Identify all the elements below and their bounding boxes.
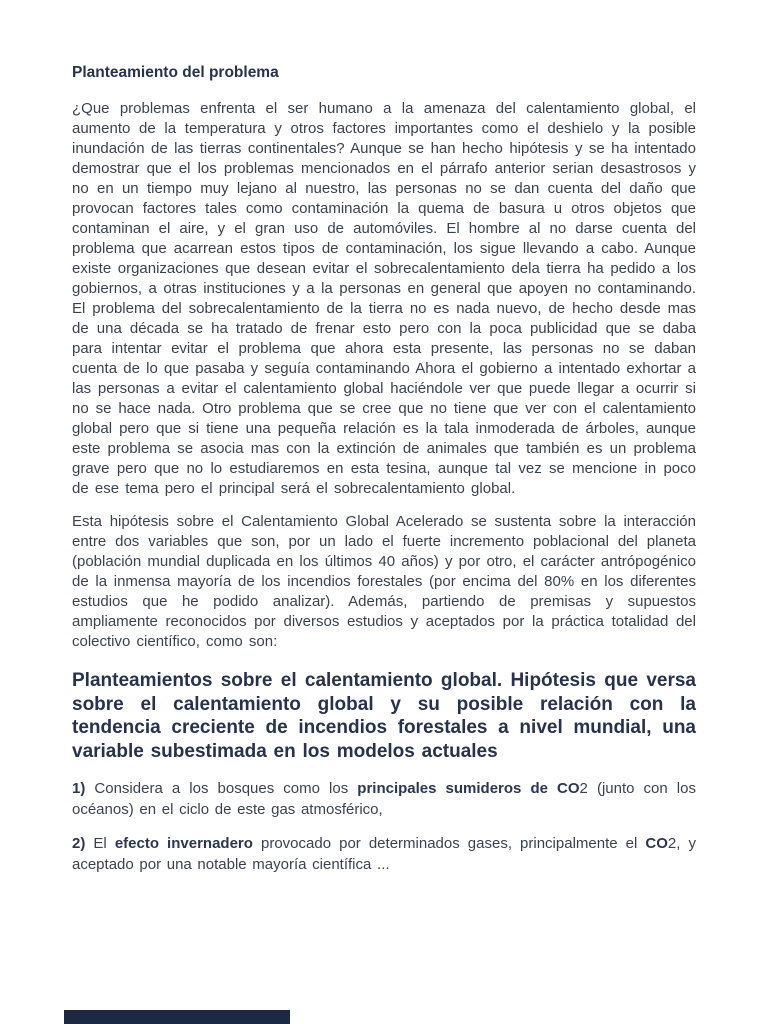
numbered-item-2: 2) El efecto invernadero provocado por determinados gases, principalmente el CO2, y aceptado por una notable mayoría científica ... bbox=[72, 835, 696, 873]
section-heading-planteamientos-calentamiento: Planteamientos sobre el calentamiento global. Hipótesis que versa sobre el calentamiento global y su posible relación con la tendencia creciente de incendios forestales a nivel mundial, una variable subestimada en los modelos actuales bbox=[72, 670, 696, 762]
clipped-next-element-bar bbox=[64, 1010, 290, 1024]
paragraph-problema: ¿Que problemas enfrenta el ser humano a la amenaza del calentamiento global, el aumento de la temperatura y otros factores importantes como el deshielo y la posible inundación de las tierras continentales? Aunque se han hecho hipótesis y se ha intentado demostrar que el los problemas mencionados en el párrafo anterior serian desastrosos y no en un tiempo muy lejano al nuestro, las personas no se dan cuenta del daño que provocan factores tales como contaminación la quema de basura u otros objetos que contaminan el aire, y el gran uso de automóviles. El hombre al no darse cuenta del problema que acarrean estos tipos de contaminación, los sigue llevando a cabo. Aunque existe organizaciones que desean evitar el sobrecalentamiento dela tierra ha pedido a los gobiernos, a otras instituciones y a la personas en general que apoyen no contaminando. El problema del sobrecalentamiento de la tierra no es nada nuevo, de hecho desde mas de una década se ha tratado de frenar esto pero con la poca publicidad que se daba para intentar evitar el problema que ahora esta presente, las personas no se daban cuenta de lo que pasaba y seguía contaminando Ahora el gobierno a intentado exhortar a las personas a evitar el calentamiento global haciéndole ver que puede llegar a ocurrir si no se hace nada. Otro problema que se cree que no tiene que ver con el calentamiento global pero que si tiene una pequeña relación es la tala inmoderada de árboles, aunque este problema se asocia mas con la extinción de animales que también es un problema grave pero que no lo estudiaremos en esta tesina, aunque tal vez se mencione in poco de ese tema pero el principal será el sobrecalentamiento global. bbox=[72, 100, 696, 497]
section-heading-planteamiento: Planteamiento del problema bbox=[72, 64, 279, 81]
numbered-item-1: 1) Considera a los bosques como los principales sumideros de CO2 (junto con los océanos) en el ciclo de este gas atmosférico, bbox=[72, 780, 696, 818]
document-content bbox=[72, 64, 696, 888]
paragraph-hipotesis: Esta hipótesis sobre el Calentamiento Global Acelerado se sustenta sobre la interacción entre dos variables que son, por un lado el fuerte incremento poblacional del planeta (población mundial duplicada en los últimos 40 años) y por otro, el carácter antrópogénico de la inmensa mayoría de los incendios forestales (por encima del 80% en los diferentes estudios que he podido analizar). Además, partiendo de premisas y supuestos ampliamente reconocidos por diversos estudios y aceptados por la práctica totalidad del colectivo científico, como son: bbox=[72, 513, 696, 650]
